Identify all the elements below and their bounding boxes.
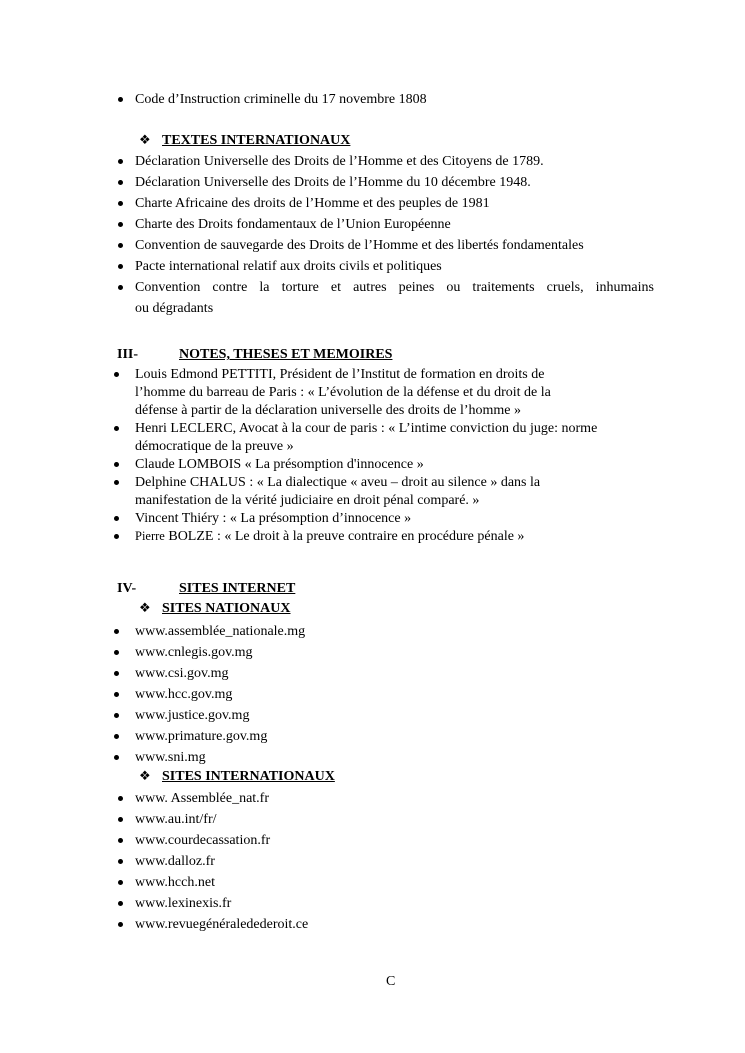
bullet-icon [114, 516, 119, 521]
list-item: Henri LECLERC, Avocat à la cour de paris : « L’intime conviction du juge: norme [135, 421, 598, 436]
list-item: Vincent Thiéry : « La présomption d’innocence » [135, 511, 412, 526]
list-item: Convention contre la torture et autres peines ou traitements cruels, inhumains [135, 280, 654, 295]
list-item-continuation: ou dégradants [135, 301, 214, 316]
website-item: www.cnlegis.gov.mg [135, 645, 253, 660]
bullet-icon [118, 180, 123, 185]
list-item-continuation: démocratique de la preuve » [135, 439, 294, 454]
bullet-icon [114, 734, 119, 739]
bullet-icon [114, 671, 119, 676]
bullet-icon [114, 692, 119, 697]
bullet-icon [114, 372, 119, 377]
page-number: C [386, 974, 396, 989]
bullet-icon [118, 796, 123, 801]
list-item [135, 528, 524, 545]
website-item: www.sni.mg [135, 750, 206, 765]
author-rest: BOLZE : « Le droit à la preuve contraire en procédure pénale » [164, 529, 525, 544]
list-item: Charte des Droits fondamentaux de l’Union Européenne [135, 217, 451, 232]
website-item: www.primature.gov.mg [135, 729, 268, 744]
website-item: www. Assemblée_nat.fr [135, 791, 270, 806]
list-item-continuation: défense à partir de la déclaration universelle des droits de l’homme » [135, 403, 522, 418]
bullet-icon [118, 922, 123, 927]
website-item: www.hcch.net [135, 875, 215, 890]
author-first-name: Pierre [135, 529, 165, 543]
list-item: Déclaration Universelle des Droits de l’Homme du 10 décembre 1948. [135, 175, 531, 190]
section-title: SITES INTERNET [179, 581, 296, 596]
section-title: NOTES, THESES ET MEMOIRES [179, 347, 393, 362]
bullet-icon [118, 159, 123, 164]
bullet-icon [118, 880, 123, 885]
bullet-icon [114, 650, 119, 655]
list-item-continuation: manifestation de la vérité judiciaire en droit pénal comparé. » [135, 493, 480, 508]
bullet-icon [114, 755, 119, 760]
bullet-icon [118, 838, 123, 843]
list-item-continuation: l’homme du barreau de Paris : « L’évolution de la défense et du droit de la [135, 385, 551, 400]
website-item: www.au.int/fr/ [135, 812, 217, 827]
website-item: www.courdecassation.fr [135, 833, 271, 848]
website-item: www.csi.gov.mg [135, 666, 229, 681]
list-item: Déclaration Universelle des Droits de l’Homme et des Citoyens de 1789. [135, 154, 544, 169]
list-item: Claude LOMBOIS « La présomption d'innocence » [135, 457, 424, 472]
bullet-icon [114, 462, 119, 467]
bullet-icon [118, 201, 123, 206]
website-item: www.lexinexis.fr [135, 896, 232, 911]
bullet-icon [118, 97, 123, 102]
bullet-icon [114, 629, 119, 634]
website-item: www.hcc.gov.mg [135, 687, 233, 702]
website-item: www.revuegénéraledederoit.ce [135, 917, 309, 932]
subsection-title: TEXTES INTERNATIONAUX [162, 133, 351, 148]
website-item: www.justice.gov.mg [135, 708, 250, 723]
bullet-icon [114, 426, 119, 431]
bullet-icon [118, 901, 123, 906]
list-item: Louis Edmond PETTITI, Président de l’Institut de formation en droits de [135, 367, 545, 382]
bullet-icon [114, 534, 119, 539]
subsection-title: SITES INTERNATIONAUX [162, 769, 335, 784]
website-item: www.dalloz.fr [135, 854, 215, 869]
bullet-icon [118, 243, 123, 248]
diamond-bullet-icon: ❖ [139, 601, 151, 616]
bullet-icon [118, 264, 123, 269]
website-item: www.assemblée_nationale.mg [135, 624, 306, 639]
bullet-icon [114, 480, 119, 485]
bullet-icon [118, 222, 123, 227]
bullet-icon [118, 285, 123, 290]
bullet-icon [118, 817, 123, 822]
bullet-icon [118, 859, 123, 864]
list-item: Code d’Instruction criminelle du 17 novembre 1808 [135, 92, 427, 107]
section-number: III- [117, 347, 139, 362]
subsection-title: SITES NATIONAUX [162, 601, 291, 616]
bullet-icon [114, 713, 119, 718]
list-item: Charte Africaine des droits de l’Homme et des peuples de 1981 [135, 196, 490, 211]
diamond-bullet-icon: ❖ [139, 769, 151, 784]
diamond-bullet-icon: ❖ [139, 133, 151, 148]
section-number: IV- [117, 581, 137, 596]
list-item: Convention de sauvegarde des Droits de l’Homme et des libertés fondamentales [135, 238, 584, 253]
list-item: Pacte international relatif aux droits civils et politiques [135, 259, 442, 274]
list-item: Delphine CHALUS : « La dialectique « aveu – droit au silence » dans la [135, 475, 541, 490]
